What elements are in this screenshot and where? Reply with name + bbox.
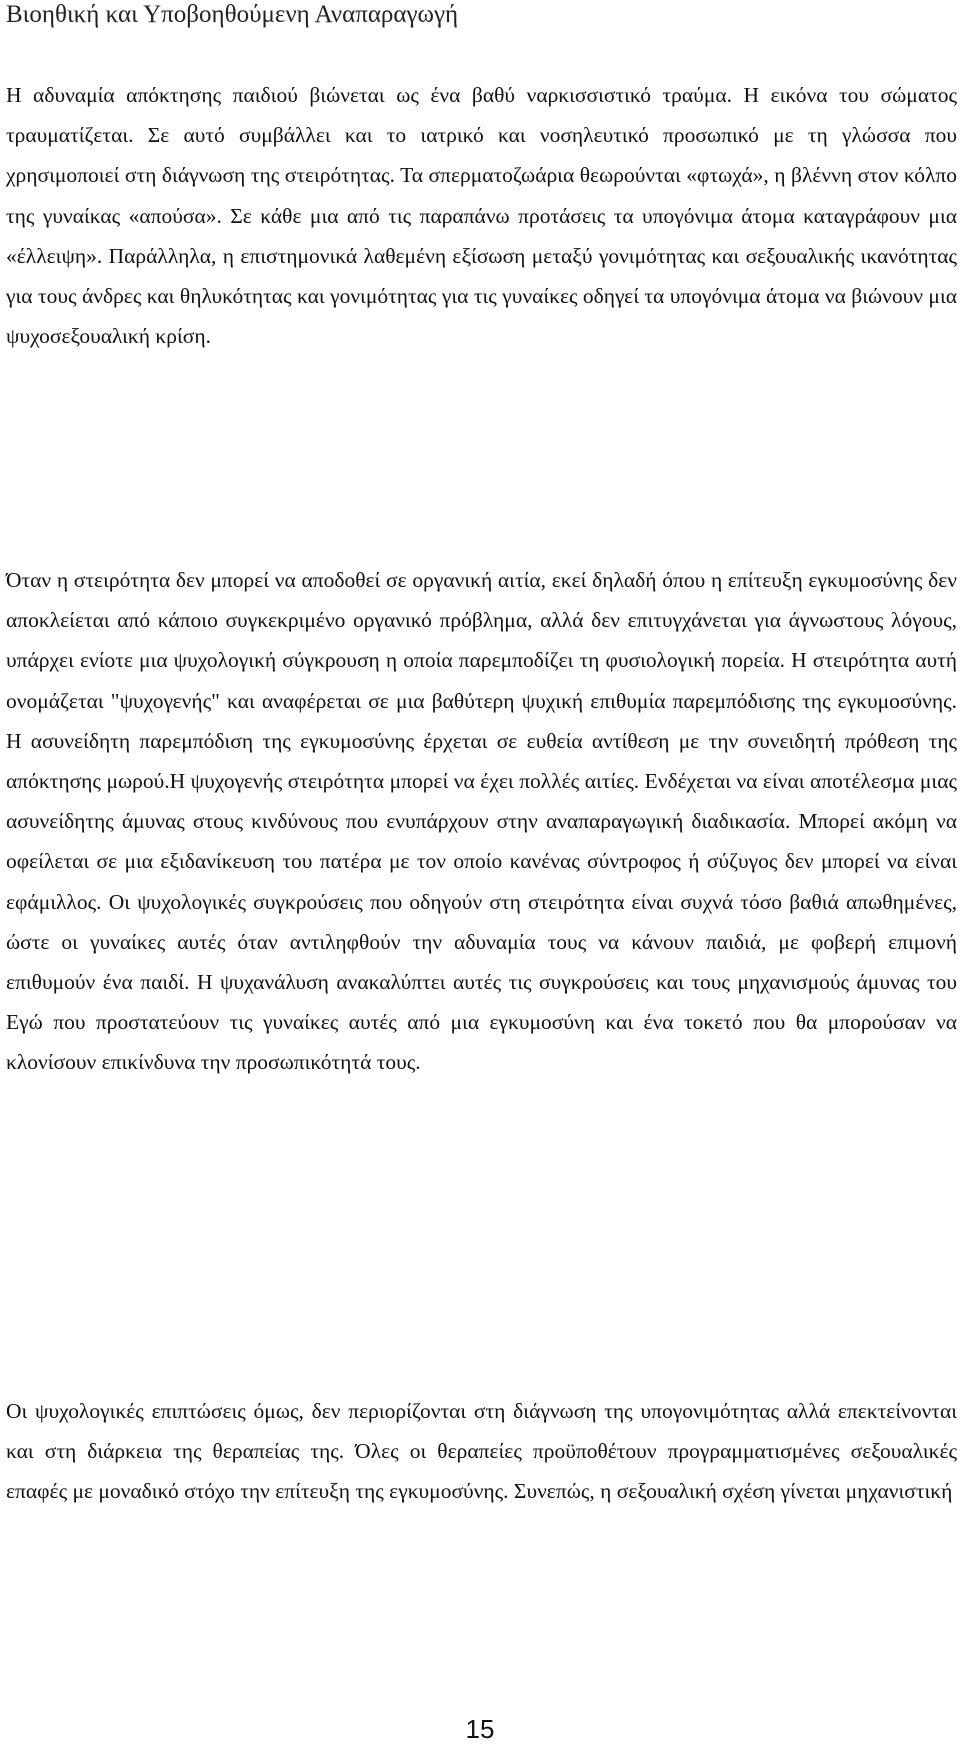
paragraph-infertility-trauma: Η αδυναμία απόκτησης παιδιού βιώνεται ως ένα βαθύ ναρκισσιστικό τραύμα. Η εικόνα του σώματος τραυματίζεται. Σε αυτό συμβάλλει και το ιατρικό και νοσηλευτικό προσωπικό με τη γλώσσα που χρησιμοποιεί στη διάγνωση της στειρότητας. Τα σπερματοζωάρια θεωρούνται «φτωχά», η βλέννη στον κόλπο της γυναίκας «απούσα». Σε κάθε μια από τις παραπάνω προτάσεις τα υπογόνιμα άτομα καταγράφουν μια «έλλειψη». Παράλληλα, η επιστημονικά λαθεμένη εξίσωση μεταξύ γονιμότητας και σεξουαλικής ικανότητας για τους άνδρες και θηλυκότητας και γονιμότητας για τις γυναίκες οδηγεί τα υπογόνιμα άτομα να βιώνουν μια ψυχοσεξουαλική κρίση. [6,83,957,349]
paragraph-psychogenic-infertility: Όταν η στειρότητα δεν μπορεί να αποδοθεί σε οργανική αιτία, εκεί δηλαδή όπου η επίτευξη εγκυμοσύνης δεν αποκλείεται από κάποιο συγκεκριμένο οργανικό πρόβλημα, αλλά δεν επιτυγχάνεται για άγνωστους λόγους, υπάρχει ενίοτε μια ψυχολογική σύγκρουση η οποία παρεμποδίζει τη φυσιολογική πορεία. Η στειρότητα αυτή ονομάζεται "ψυχογενής" και αναφέρεται σε μια βαθύτερη ψυχική επιθυμία παρεμπόδισης της εγκυμοσύνης. Η ασυνείδητη παρεμπόδιση της εγκυμοσύνης έρχεται σε ευθεία αντίθεση με την συνειδητή πρόθεση της απόκτησης μωρού.Η ψυχογενής στειρότητα μπορεί να έχει πολλές αιτίες. Ενδέχεται να είναι αποτέλεσμα μιας ασυνείδητης άμυνας στους κινδύνους που ενυπάρχουν στην αναπαραγωγική διαδικασία. Μπορεί ακόμη να οφείλεται σε μια εξιδανίκευση του πατέρα με τον οποίο κανένας σύντροφος ή σύζυγος δεν μπορεί να είναι εφάμιλλος. Οι ψυχολογικές συγκρούσεις που οδηγούν στη στειρότητα είναι συχνά τόσο βαθιά απωθημένες, ώστε οι γυναίκες αυτές όταν αντιληφθούν την αδυναμία τους να κάνουν παιδιά, με φοβερή επιμονή επιθυμούν ένα παιδί. Η ψυχανάλυση ανακαλύπτει αυτές τις συγκρούσεις και τους μηχανισμούς άμυνας του Εγώ που προστατεύουν τις γυναίκες αυτές από μια εγκυμοσύνη και ένα τοκετό που θα μπορούσαν να κλονίσουν επικίνδυνα την προσωπικότητά τους. [6,568,957,1075]
page-number: 15 [465,1714,495,1744]
paragraph-treatment-effects: Οι ψυχολογικές επιπτώσεις όμως, δεν περιορίζονται στη διάγνωση της υπογονιμότητας αλλά επεκτείνονται και στη διάρκεια της θεραπείας της. Όλες οι θεραπείες προϋποθέτουν προγραμματισμένες σεξουαλικές επαφές με μοναδικό στόχο την επίτευξη της εγκυμοσύνης. Συνεπώς, η σεξουαλική σχέση γίνεται μηχανιστική [6,1399,957,1504]
running-header: Βιοηθική και Υποβοηθούμενη Αναπαραγωγή [6,1,459,28]
